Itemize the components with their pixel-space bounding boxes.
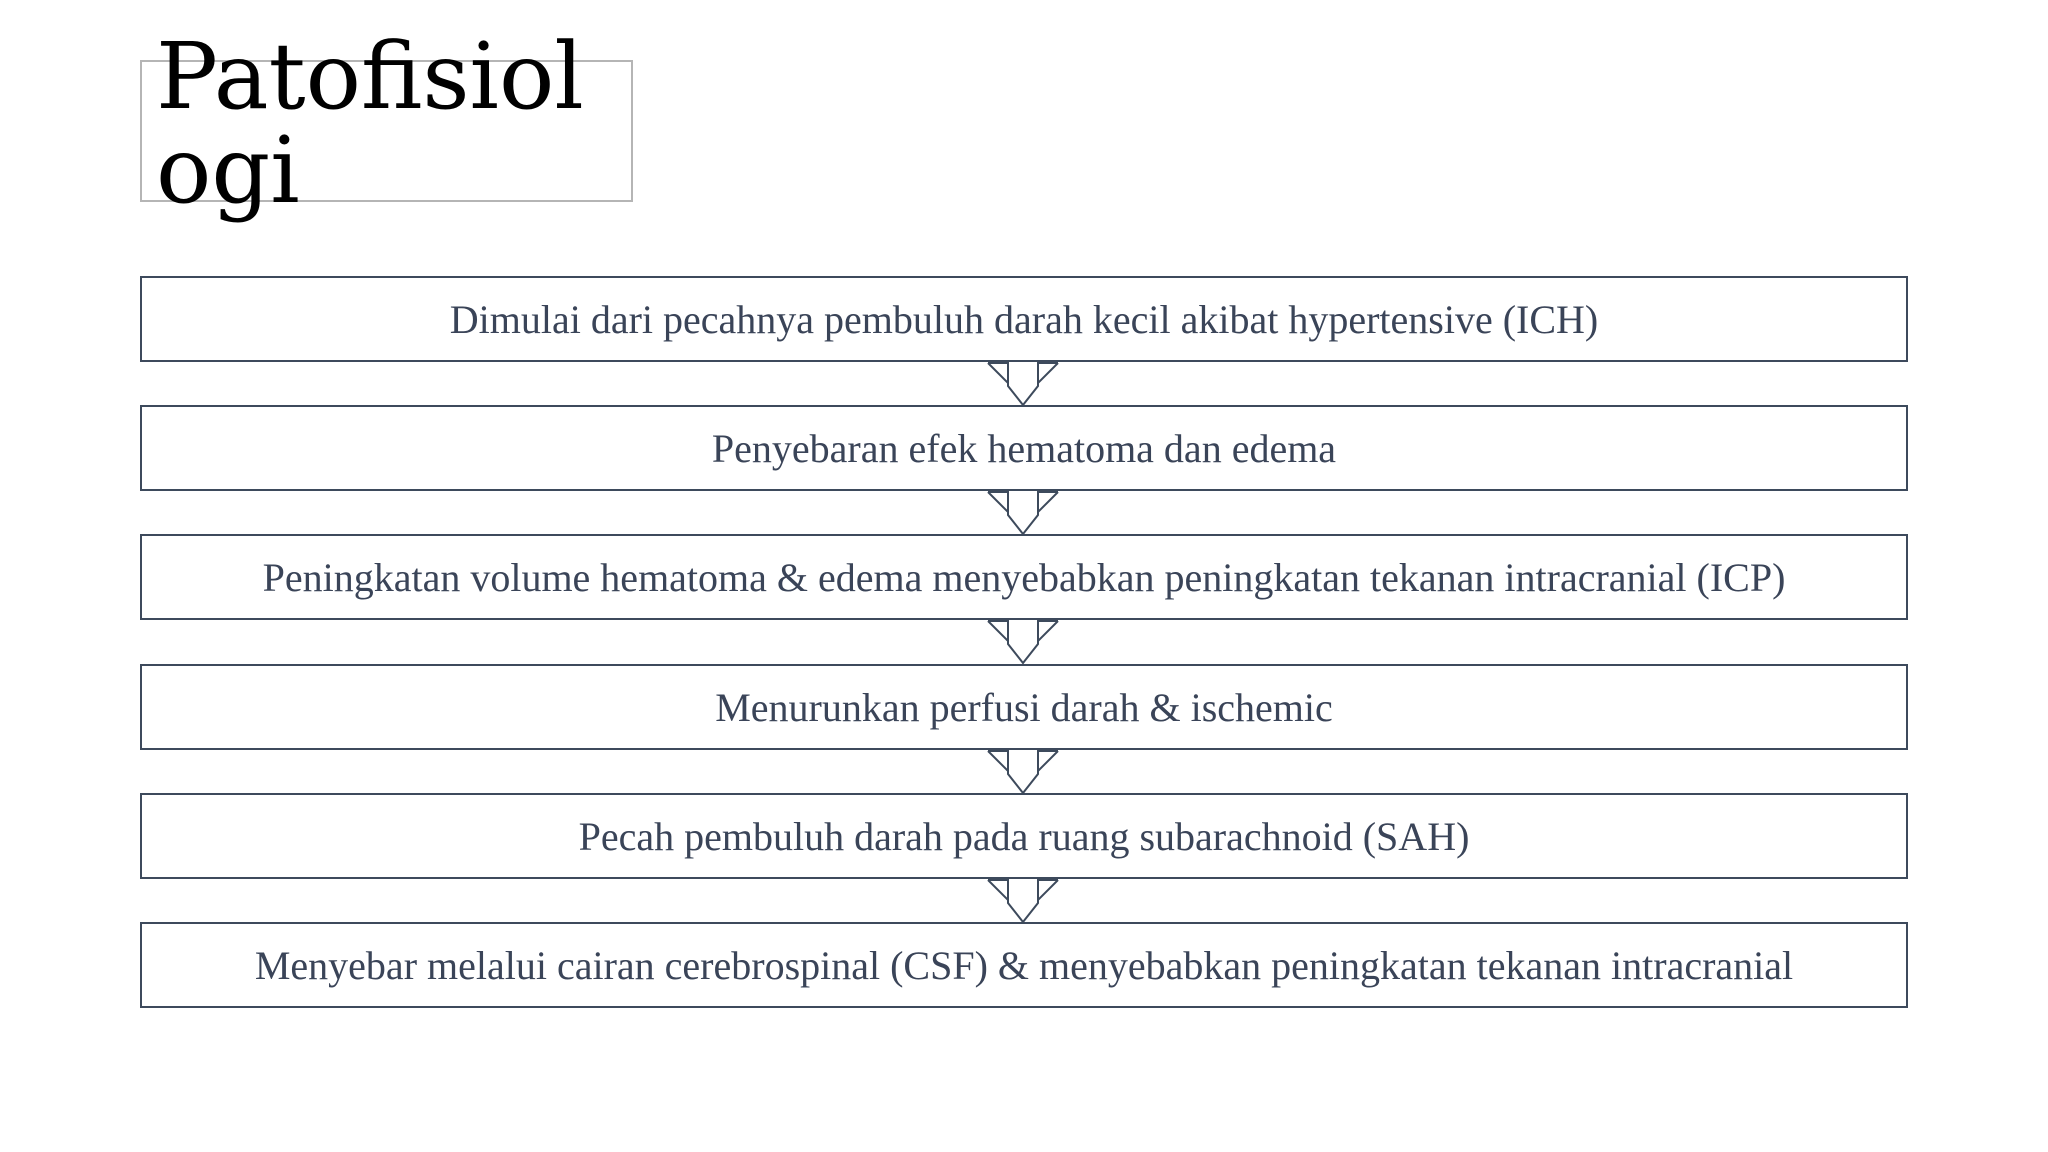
flow-step-3-text: Peningkatan volume hematoma & edema menyebabkan peningkatan tekanan intracranial (ICP) bbox=[262, 554, 1786, 600]
flow-step-4 bbox=[140, 664, 1908, 750]
flow-step-6 bbox=[140, 922, 1908, 1008]
flow-step-2-text: Penyebaran efek hematoma dan edema bbox=[711, 425, 1337, 471]
down-arrow-icon bbox=[988, 878, 1058, 924]
flow-step-6-text: Menyebar melalui cairan cerebrospinal (CSF) & menyebabkan peningkatan tekanan intracranial bbox=[254, 942, 1794, 988]
flow-step-5 bbox=[140, 793, 1908, 879]
down-arrow-icon bbox=[988, 361, 1058, 407]
down-arrow-icon bbox=[988, 749, 1058, 795]
flow-step-3 bbox=[140, 534, 1908, 620]
flow-step-5-text: Pecah pembuluh darah pada ruang subarachnoid (SAH) bbox=[578, 813, 1470, 859]
flow-step-4-text: Menurunkan perfusi darah & ischemic bbox=[715, 684, 1333, 730]
down-arrow-icon bbox=[988, 490, 1058, 536]
flow-step-1 bbox=[140, 276, 1908, 362]
down-arrow-icon bbox=[988, 619, 1058, 665]
slide-title: Patofisiologi bbox=[156, 23, 584, 224]
flow-step-1-text: Dimulai dari pecahnya pembuluh darah kecil akibat hypertensive (ICH) bbox=[449, 296, 1599, 342]
flow-step-2 bbox=[140, 405, 1908, 491]
